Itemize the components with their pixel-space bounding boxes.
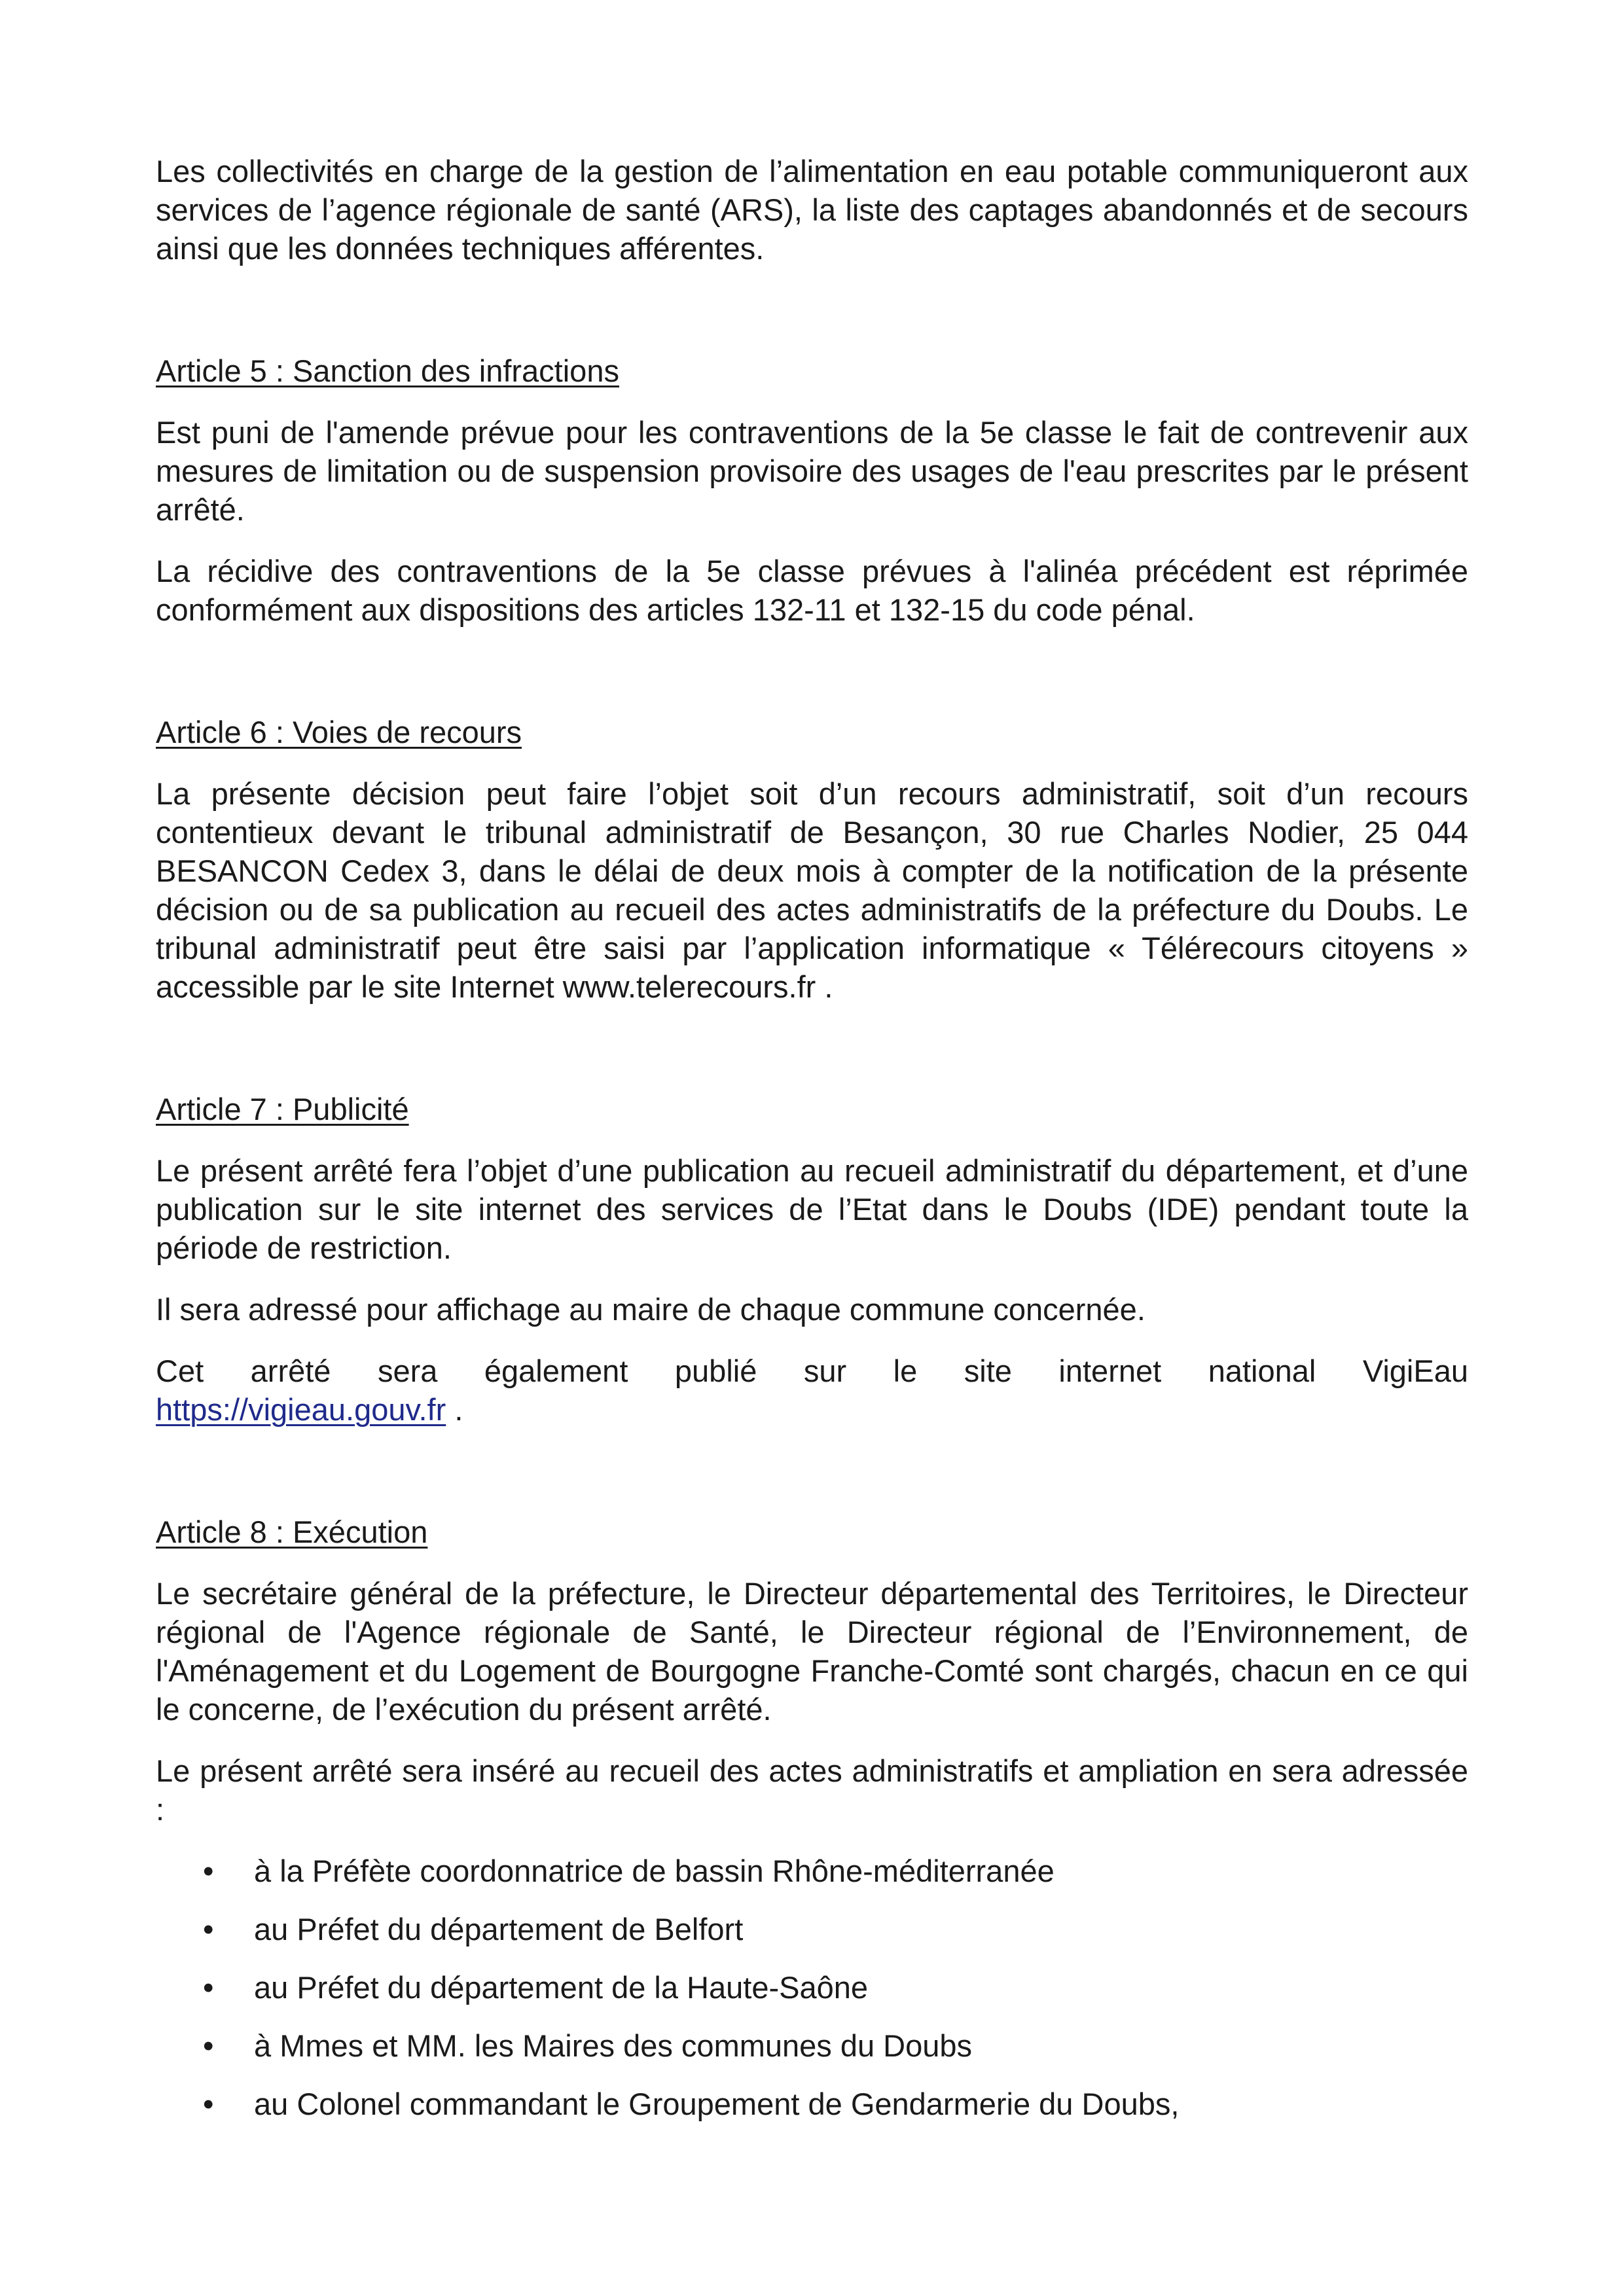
recipients-list xyxy=(156,1852,1468,2123)
bullet-icon: • xyxy=(203,1970,214,2005)
article-7-paragraph-1: Le présent arrêté fera l’objet d’une publication au recueil administratif du département, et d’une publication sur le site internet des services de l’Etat dans le Doubs (IDE) pendant toute la période de restriction. xyxy=(156,1153,1468,1265)
article-7-paragraph-2: Il sera adressé pour affichage au maire de chaque commune concernée. xyxy=(156,1292,1146,1327)
vigieau-link[interactable]: https://vigieau.gouv.fr xyxy=(156,1392,446,1427)
bullet-icon: • xyxy=(203,2028,214,2063)
intro-paragraph: Les collectivités en charge de la gestion de l’alimentation en eau potable communiqueront aux services de l’agence régionale de santé (ARS), la liste des captages abandonnés et de secours ainsi que les données techniques afférentes. xyxy=(156,154,1468,266)
recipient-text: au Préfet du département de Belfort xyxy=(254,1912,744,1946)
bullet-icon: • xyxy=(203,2087,214,2121)
article-8-heading: Article 8 : Exécution xyxy=(156,1515,428,1549)
list-item xyxy=(156,1852,1468,1890)
bullet-icon: • xyxy=(203,1912,214,1946)
list-item xyxy=(156,1968,1468,2007)
bullet-icon: • xyxy=(203,1854,214,1888)
article-6-paragraph-1: La présente décision peut faire l’objet soit d’un recours administratif, soit d’un recours contentieux devant le tribunal administratif de Besançon, 30 rue Charles Nodier, 25 044 BESANCON Cedex 3, dans le délai de deux mois à compter de la notification de la présente décision ou de sa publication au recueil des actes administratifs de la préfecture du Doubs. Le tribunal administratif peut être saisi par l’application informatique « Télérecours citoyens » accessible par le site Internet www.telerecours.fr . xyxy=(156,776,1468,1004)
article-7-vigieau-link-line xyxy=(156,1390,1468,1429)
article-5-paragraph-1: Est puni de l'amende prévue pour les contraventions de la 5e classe le fait de contrevenir aux mesures de limitation ou de suspension provisoire des usages de l'eau prescrites par le présent arrêté. xyxy=(156,415,1468,527)
article-8 xyxy=(156,1513,1468,2123)
article-8-paragraph-2: Le présent arrêté sera inséré au recueil des actes administratifs et ampliation en sera adressée : xyxy=(156,1753,1468,1827)
article-6 xyxy=(156,713,1468,1006)
list-item xyxy=(156,1910,1468,1948)
recipient-text: au Colonel commandant le Groupement de Gendarmerie du Doubs, xyxy=(254,2087,1180,2121)
article-5 xyxy=(156,351,1468,629)
article-7 xyxy=(156,1090,1468,1429)
article-6-heading: Article 6 : Voies de recours xyxy=(156,715,522,749)
recipient-text: à la Préfète coordonnatrice de bassin Rhône-méditerranée xyxy=(254,1854,1055,1888)
list-item xyxy=(156,2085,1468,2123)
article-5-paragraph-2: La récidive des contraventions de la 5e classe prévues à l'alinéa précédent est réprimée conformément aux dispositions des articles 132-11 et 132-15 du code pénal. xyxy=(156,554,1468,627)
recipient-text: au Préfet du département de la Haute-Saône xyxy=(254,1970,869,2005)
article-7-vigieau-paragraph xyxy=(156,1352,1468,1390)
vigieau-tail: . xyxy=(446,1392,463,1427)
list-item xyxy=(156,2026,1468,2065)
vigieau-text: Cet arrêté sera également publié sur le site internet national VigiEau xyxy=(156,1354,1468,1388)
article-5-heading: Article 5 : Sanction des infractions xyxy=(156,353,619,388)
article-7-heading: Article 7 : Publicité xyxy=(156,1092,409,1126)
recipient-text: à Mmes et MM. les Maires des communes du Doubs xyxy=(254,2028,973,2063)
article-8-paragraph-1: Le secrétaire général de la préfecture, le Directeur départemental des Territoires, le Directeur régional de l'Agence régionale de Santé, le Directeur régional de l’Environnement, de l'Aménagement et du Logement de Bourgogne Franche-Comté sont chargés, chacun en ce qui le concerne, de l’exécution du présent arrêté. xyxy=(156,1576,1468,1727)
